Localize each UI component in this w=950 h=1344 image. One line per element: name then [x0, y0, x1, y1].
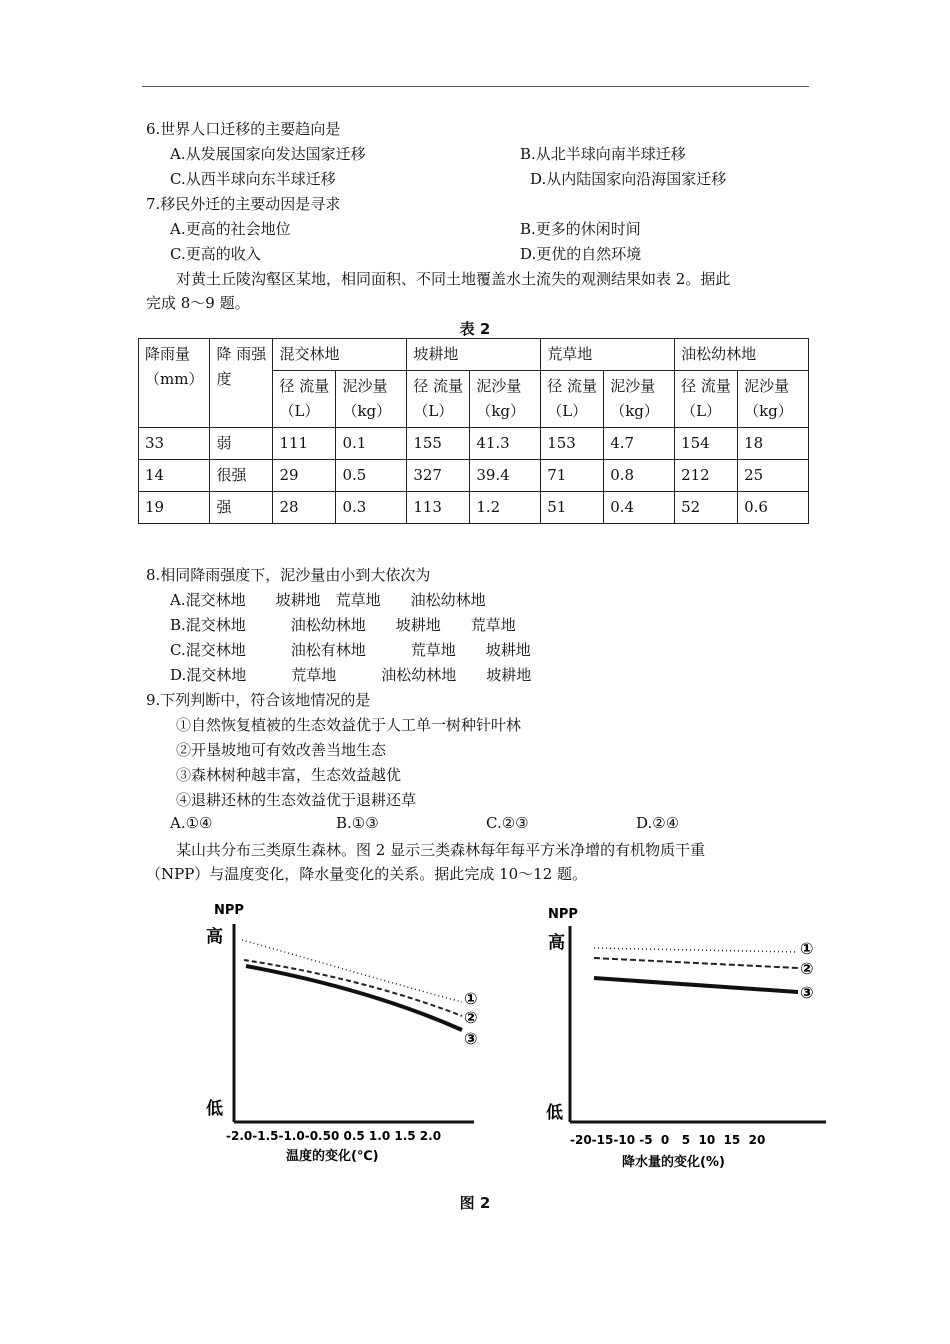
table-cell: 212: [675, 460, 738, 492]
q8-stem: 8.相同降雨强度下，泥沙量由小到大依次为: [146, 566, 431, 584]
header-sediment: 泥沙量 （kg）: [336, 371, 407, 428]
q7-option-b: B.更多的休闲时间: [520, 220, 641, 238]
table-cell: 25: [738, 460, 809, 492]
table-cell: 111: [273, 428, 336, 460]
table-title: 表 2: [459, 320, 491, 338]
header-landtype: 坡耕地: [407, 339, 541, 371]
intro1-line2: 完成 8～9 题。: [146, 294, 250, 312]
header-landtype: 油松幼林地: [675, 339, 809, 371]
table-cell: 29: [273, 460, 336, 492]
q9-statement-4: ④退耕还林的生态效益优于退耕还草: [176, 791, 417, 809]
table-cell: 0.8: [604, 460, 675, 492]
q8-option-b: B.混交林地 油松幼林地 坡耕地 荒草地: [170, 616, 516, 634]
table-cell: 0.1: [336, 428, 407, 460]
table-cell: 弱: [210, 428, 273, 460]
right-y-high-label: 高: [548, 933, 565, 953]
q7-option-d: D.更优的自然环境: [520, 245, 642, 263]
q9-option-b: B.①③: [336, 814, 379, 832]
right-series-2-line: [594, 958, 798, 968]
header-sediment: 泥沙量 （kg）: [604, 371, 675, 428]
q9-stem: 9.下列判断中，符合该地情况的是: [146, 691, 371, 709]
table-row: [139, 428, 809, 460]
left-x-axis-label: 温度的变化(℃): [286, 1149, 379, 1164]
header-rainfall: 降雨量（mm）: [139, 339, 210, 428]
q7-stem: 7.移民外迁的主要动因是寻求: [146, 195, 341, 213]
table-row: [139, 492, 809, 524]
table-cell: 很强: [210, 460, 273, 492]
header-runoff: 径 流量 （L）: [675, 371, 738, 428]
table-cell: 强: [210, 492, 273, 524]
header-intensity: 降 雨强度: [210, 339, 273, 428]
right-series-1-marker: ①: [800, 939, 814, 958]
npp-precipitation-chart: [540, 902, 830, 1172]
table-cell: 0.3: [336, 492, 407, 524]
header-runoff: 径 流量 （L）: [407, 371, 470, 428]
right-series-3-marker: ③: [800, 983, 814, 1002]
header-runoff: 径 流量 （L）: [541, 371, 604, 428]
left-series-2-line: [244, 960, 462, 1016]
right-y-axis-label: NPP: [548, 907, 578, 922]
table-cell: 154: [675, 428, 738, 460]
left-y-high-label: 高: [206, 927, 223, 947]
left-y-axis-label: NPP: [214, 903, 244, 918]
left-y-low-label: 低: [206, 1099, 223, 1119]
table-cell: 18: [738, 428, 809, 460]
right-series-2-marker: ②: [800, 959, 814, 978]
table-header-row: [139, 339, 809, 371]
intro2-line1: 某山共分布三类原生森林。图 2 显示三类森林每年每平方米净增的有机物质干重: [176, 841, 706, 859]
table-cell: 19: [139, 492, 210, 524]
q6-option-c: C.从西半球向东半球迁移: [170, 170, 336, 188]
header-sediment: 泥沙量 （kg）: [738, 371, 809, 428]
right-series-3-line: [594, 978, 798, 992]
table-cell: 51: [541, 492, 604, 524]
erosion-table: [138, 338, 809, 524]
left-x-tick-labels: -2.0-1.5-1.0-0.50 0.5 1.0 1.5 2.0: [226, 1129, 442, 1143]
q9-statement-1: ①自然恢复植被的生态效益优于人工单一树种针叶林: [176, 716, 522, 734]
figure-caption: 图 2: [459, 1194, 491, 1212]
table-cell: 4.7: [604, 428, 675, 460]
right-y-low-label: 低: [546, 1103, 563, 1123]
q9-option-d: D.②④: [636, 814, 680, 832]
q9-statement-2: ②开垦坡地可有效改善当地生态: [176, 741, 387, 759]
table-cell: 39.4: [470, 460, 541, 492]
q6-option-a: A.从发展国家向发达国家迁移: [170, 145, 366, 163]
q7-option-c: C.更高的收入: [170, 245, 261, 263]
left-series-3-line: [246, 966, 462, 1030]
table-cell: 52: [675, 492, 738, 524]
table-cell: 28: [273, 492, 336, 524]
q7-option-a: A.更高的社会地位: [170, 220, 291, 238]
table-cell: 153: [541, 428, 604, 460]
q8-option-c: C.混交林地 油松有林地 荒草地 坡耕地: [170, 641, 531, 659]
table-cell: 71: [541, 460, 604, 492]
q8-option-a: A.混交林地 坡耕地 荒草地 油松幼林地: [170, 591, 486, 609]
header-rule: [142, 86, 809, 87]
left-series-2-marker: ②: [464, 1008, 478, 1027]
header-landtype: 荒草地: [541, 339, 675, 371]
table-cell: 327: [407, 460, 470, 492]
header-sediment: 泥沙量 （kg）: [470, 371, 541, 428]
intro1-line1: 对黄土丘陵沟壑区某地，相同面积、不同土地覆盖水土流失的观测结果如表 2。据此: [176, 270, 731, 288]
q6-stem: 6.世界人口迁移的主要趋向是: [146, 120, 341, 138]
right-x-tick-labels: -20-15-10 -5 0 5 10 15 20: [570, 1133, 766, 1147]
q9-option-c: C.②③: [486, 814, 529, 832]
q8-option-d: D.混交林地 荒草地 油松幼林地 坡耕地: [170, 666, 532, 684]
header-runoff: 径 流量 （L）: [273, 371, 336, 428]
table-cell: 14: [139, 460, 210, 492]
q6-option-d: D.从内陆国家向沿海国家迁移: [530, 170, 727, 188]
table-cell: 0.4: [604, 492, 675, 524]
table-cell: 41.3: [470, 428, 541, 460]
left-series-3-marker: ③: [464, 1029, 478, 1048]
q9-statement-3: ③森林树种越丰富，生态效益越优: [176, 766, 402, 784]
left-series-1-marker: ①: [464, 989, 478, 1008]
table-cell: 113: [407, 492, 470, 524]
right-x-axis-label: 降水量的变化(%): [622, 1155, 725, 1170]
table-cell: 33: [139, 428, 210, 460]
table-row: [139, 460, 809, 492]
right-series-1-line: [594, 948, 798, 952]
npp-temperature-chart: [200, 898, 500, 1168]
table-cell: 1.2: [470, 492, 541, 524]
header-landtype: 混交林地: [273, 339, 407, 371]
table-cell: 155: [407, 428, 470, 460]
q9-option-a: A.①④: [170, 814, 213, 832]
table-cell: 0.6: [738, 492, 809, 524]
intro2-line2: （NPP）与温度变化，降水量变化的关系。据此完成 10～12 题。: [146, 865, 588, 883]
q6-option-b: B.从北半球向南半球迁移: [520, 145, 686, 163]
table-cell: 0.5: [336, 460, 407, 492]
